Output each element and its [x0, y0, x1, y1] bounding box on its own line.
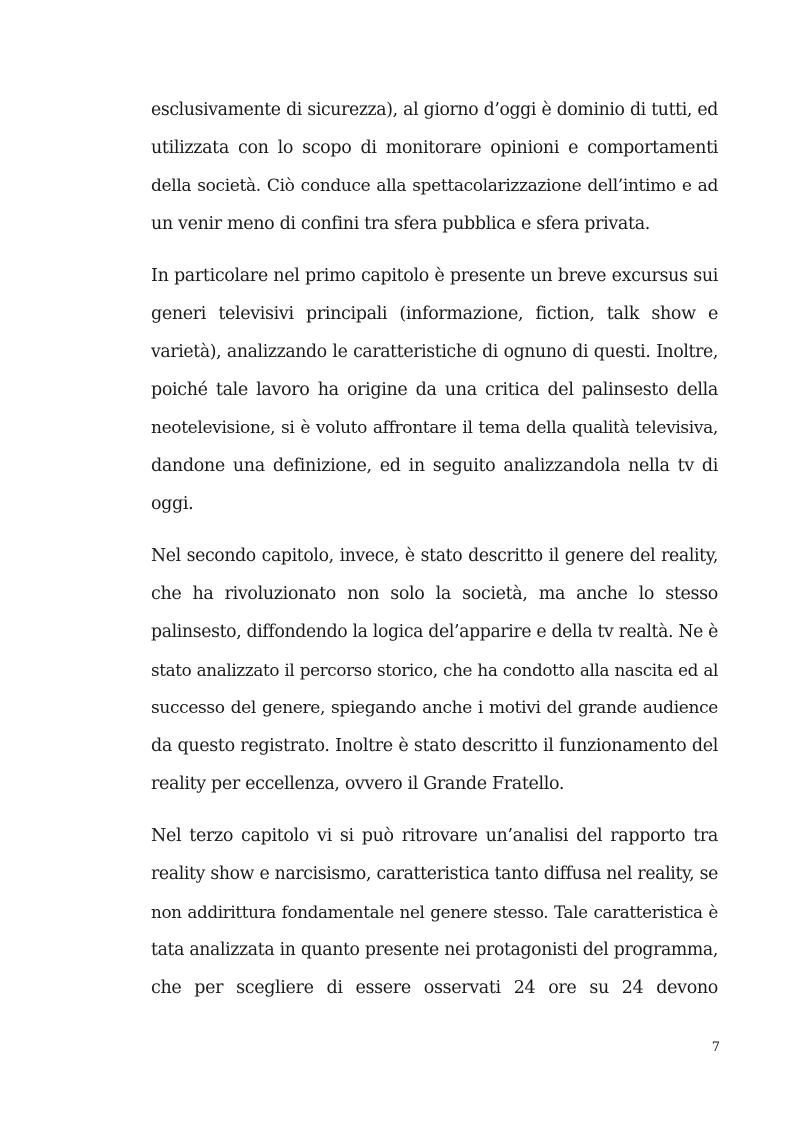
text-line: della società. Ciò conduce alla spettacolarizzazione dell’intimo e ad [151, 176, 718, 196]
paragraph-gap [151, 523, 718, 537]
paragraph [151, 91, 718, 243]
text-line: non addirittura fondamentale nel genere stesso. Tale caratteristica è [151, 902, 718, 922]
text-line: stato analizzato il percorso storico, che ha condotto alla nascita ed al [151, 660, 718, 680]
text-line: utilizzata con lo scopo di monitorare opinioni e comportamenti [151, 138, 718, 158]
paragraph-gap [151, 243, 718, 257]
text-line: reality show e narcisismo, caratteristica tanto diffusa nel reality, se [151, 864, 718, 884]
text-line: palinsesto, diffondendo la logica del’apparire e della tv realtà. Ne è [151, 622, 718, 642]
page-number: 7 [711, 1040, 720, 1055]
text-line: generi televisivi principali (informazione, fiction, talk show e [151, 304, 718, 324]
text-line: da questo registrato. Inoltre è stato descritto il funzionamento del [151, 736, 718, 756]
paragraph [151, 257, 718, 523]
body-text [151, 91, 718, 1007]
text-line: un venir meno di confini tra sfera pubblica e sfera privata. [151, 214, 650, 234]
text-line: successo del genere, spiegando anche i motivi del grande audience [151, 698, 718, 718]
text-line: tata analizzata in quanto presente nei protagonisti del programma, [151, 940, 718, 960]
text-line: esclusivamente di sicurezza), al giorno d’oggi è dominio di tutti, ed [151, 100, 718, 120]
text-line: dandone una definizione, ed in seguito analizzandola nella tv di [151, 456, 718, 476]
text-line: poiché tale lavoro ha origine da una critica del palinsesto della [151, 380, 718, 400]
text-line: varietà), analizzando le caratteristiche di ognuno di questi. Inoltre, [151, 342, 718, 362]
paragraph-gap [151, 803, 718, 817]
text-line: Nel secondo capitolo, invece, è stato descritto il genere del reality, [151, 546, 718, 566]
text-line: neotelevisione, si è voluto affrontare il tema della qualità televisiva, [151, 418, 718, 438]
paragraph [151, 537, 718, 803]
text-line: Nel terzo capitolo vi si può ritrovare un’analisi del rapporto tra [151, 826, 718, 846]
text-line: che per scegliere di essere osservati 24 ore su 24 devono [151, 978, 718, 998]
text-line: In particolare nel primo capitolo è presente un breve excursus sui [151, 266, 718, 286]
paragraph [151, 817, 718, 1007]
text-line: che ha rivoluzionato non solo la società, ma anche lo stesso [151, 584, 718, 604]
text-line: reality per eccellenza, ovvero il Grande Fratello. [151, 774, 565, 794]
text-line: oggi. [151, 494, 194, 514]
